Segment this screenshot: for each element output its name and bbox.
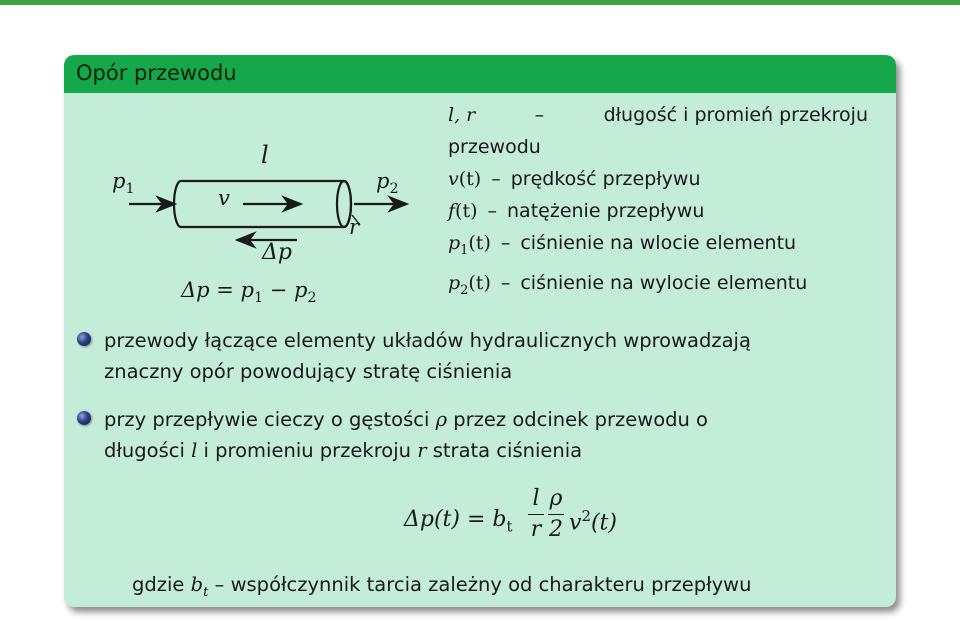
top-accent-bar [0,0,960,5]
legend-row: f(t) – natężenie przepływu [448,200,705,222]
inlet-pressure-label: $p_1$ [112,169,135,198]
legend-row: przewodu [448,136,541,158]
bullet-ball-icon [77,332,91,346]
radius-label: r [349,215,360,239]
legend-row: $p_1(t)$ – ciśnienie na wlocie elementu [448,232,797,258]
fraction-l-over-r: l r [528,487,544,542]
length-label: l [261,141,269,169]
legend-row: l, r – długość i promień przekroju [448,104,868,126]
pressure-drop-label: Δp [262,240,292,265]
pressure-loss-formula [404,486,704,549]
legend-row: v(t) – prędkość przepływu [448,168,701,190]
footer-note: gdzie $b_t$ – współczynnik tarcia zależny od charakteru przepływu [132,573,752,600]
block-title-bar [64,55,896,93]
content-block [64,55,896,607]
fraction-rho-over-2: ρ 2 [549,486,563,543]
bullet-ball-icon [77,411,91,425]
symbol-legend [448,99,868,307]
legend-row: $p_2(t)$ – ciśnienie na wylocie elementu [448,271,808,298]
velocity-label: v [218,186,230,210]
outlet-pressure-label: $p_2$ [376,169,399,198]
block-title: Opór przewodu [76,61,237,85]
bullet-item: przewody łączące elementy układów hydraulicznych wprowadzają znaczny opór powodujący stratę ciśnienia [104,325,751,387]
pressure-drop-equation: $\Delta p = p_1 - p_2$ [181,278,317,307]
formula-rhs: $v^2(t)$ [569,507,617,536]
bullet-item: przy przepływie cieczy o gęstości ρ przez odcinek przewodu o długości l i promieniu przekroju r strata ciśnienia [104,404,708,466]
formula-lhs: $\Delta p(t) = b_t$ [404,507,513,536]
